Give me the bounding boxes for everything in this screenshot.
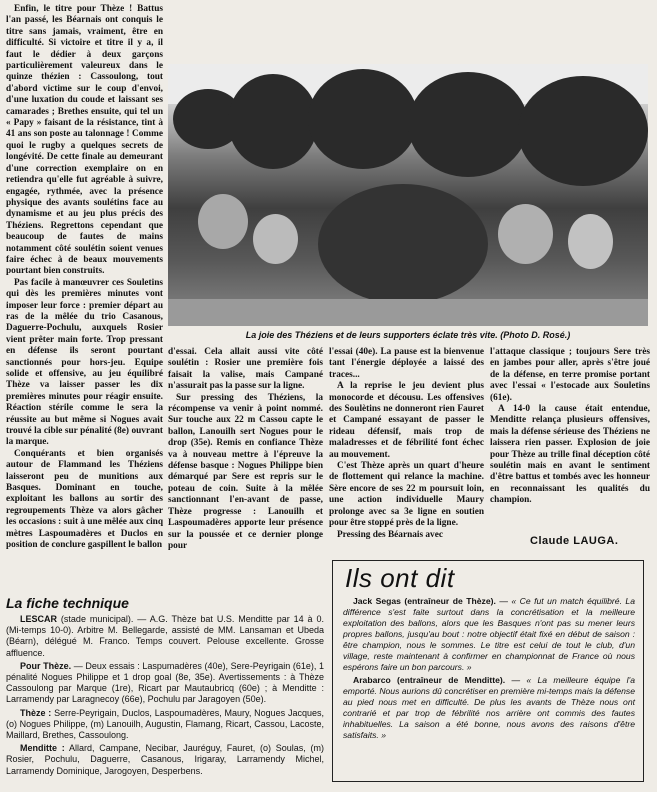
quotes-list — [343, 596, 635, 741]
article-paragraph: Enfin, le titre pour Thèze ! Battus l'an passé, les Béarnais ont conquis le titre sans jamais, vraiment, être en difficulté. Si victoire et titre il y a, il faut le dédier à deux garçons particulièrement valeureux dans le quinze thézien : Cassoulong, tout d'abord victime sur le coup d'envoi, d'une luxation du coude et laissant ses camarades ; Brethes ensuite, qui tel un « Papy » faisant de la résistance, tint à 41 ans son poste au talonnage ! Comme quoi le rugby a quelques secrets de longévité. De cette finale au demeurant d'une correction exemplaire on en retiendra qu'elle fut agréable à suivre, engagée, rythmée, avec la présence physique des avants soulétins face au dynamisme et au jeu plus précis des Théziens. Regrettons cependant que beaucoup de fautes de mains notamment côté soulétin soient venues faire échec à de beaux mouvements pourtant bien construits. — [6, 4, 163, 277]
article-column-left — [6, 4, 163, 552]
tech-entry-label: Thèze : — [20, 707, 52, 718]
article-paragraph: Sur pressing des Théziens, la récompense va venir à point nommé. Sur touche aux 22 m Cassou capte le ballon, Lanouilh sert Nogues pour le drop (35e). Remis en confiance Thèze va à nouveau mettre à l'épreuve la défense basque : Nogues Philippe bien démarqué par Sere est repris sur le poteau de coin. Suite à la mêlée sanctionnant l'en-avant de passe, Thèze progresse : Lanouilh et Laspoumadères apporte leur présence sur la poussée et ce dernier plonge pour — [168, 392, 323, 551]
quote-entry — [343, 596, 635, 673]
tech-sheet-title: La fiche technique — [6, 595, 129, 611]
tech-entry-label: Pour Thèze. — [20, 660, 72, 671]
photo-caption: La joie des Théziens et de leurs supporters éclate très vite. (Photo D. Rosé.) — [245, 330, 571, 340]
tech-entry-label: Menditte : — [20, 743, 65, 754]
article-paragraph: Conquérants et bien organisés autour de Flammand les Théziens laisseront peu de munitions aux Basques. Dominant en touche, exploitant les ballons au sortir des regroupements Thèze va alors gâcher les occasions : suit à une mêlée aux cinq mètres Laspoumadères et Duclos en position de conclure gaspillent le ballon — [6, 448, 164, 551]
article-column-mid-3 — [490, 347, 650, 507]
quotes-box-title: Ils ont dit — [345, 563, 455, 593]
tech-entry — [6, 743, 324, 777]
article-paragraph: A 14-0 la cause était entendue, Menditte relança plusieurs offensives, mais la défense sérieuse des Théziens ne laissera rien passer. Explosion de joie pour Thèze au trille final déception côté soulétin mais en avant le sentiment d'être battus et tombés avec les honneur en reconnaissant les qualités du champion. — [490, 404, 650, 506]
quote-speaker: Jack Segas (entraîneur de Thèze). — [353, 596, 496, 606]
article-paragraph: l'attaque classique ; toujours Sere très en jambes pour aller, après s'être joué de la défense, en terre promise portant avec l'essai « l'estocade aux Souletins (61e). — [490, 347, 650, 403]
tech-entry — [6, 614, 324, 659]
tech-entry-text: (stade municipal). — A.G. Thèze bat U.S. Menditte par 14 à 0. (Mi-temps 10-0). Arbitre M. Bellegarde, assisté de MM. Lansaman et Ubeda (Béarn), délégué M. Franco. Temps couvert. Pelouse excellente. Grosse affluence. — [6, 614, 324, 658]
article-paragraph: C'est Thèze après un quart d'heure de flottement qui relance la machine. Sère encore de ses 22 m poursuit loin, une action individuelle Maury prolonge avec sa 3e ligne en soutien pour être stoppé près de la ligne. — [329, 461, 484, 529]
tech-entry-text: — Deux essais : Laspumadères (40e), Sere-Peyrigain (61e), 1 pénalité Nogues Philippe et 1 drop goal (8e, 35e). Avertissements : à Thèze Cassoulong par Marque (1re), Ricart par Mautaubricq (60e) ; à Menditte : Larramendy par Laragnecoy (66e), Pochulu par Jaragoyen (50e). — [6, 660, 324, 705]
article-paragraph: l'essai (40e). La pause est la bienvenue tant l'énergie déployée a laissé des traces... — [329, 347, 484, 380]
article-column-mid-1 — [168, 347, 323, 552]
tech-entry-label: LESCAR — [20, 614, 58, 624]
quote-entry — [343, 675, 635, 741]
tech-entry-text: Serre-Peyrigain, Duclos, Laspoumadères, Maury, Nogues Jacques, (o) Nogues Philippe, (m) Lanouilh, Augustin, Flamang, Ricart, Cassou, Lacoste, Maillard, Brethes, Cassoulong. — [6, 707, 324, 741]
tech-entry-text: Allard, Campane, Necibar, Jauréguy, Fauret, (o) Soulas, (m) Rosier, Pochulu, Daguerre, Casanous, Irigaray, Larramendy Michel, Larramendy Dominique, Jarogoyen, Desperbens. — [6, 743, 325, 776]
tech-sheet — [6, 614, 324, 779]
team-celebration-photo — [168, 64, 648, 326]
tech-entry — [6, 708, 324, 742]
author-signature: Claude LAUGA. — [530, 535, 619, 547]
article-paragraph: Pas facile à manœuvrer ces Souletins qui dès les premières minutes vont imposer leur force : premier départ au ras de la mêlée du trio Casanous, Daguerre-Pochulu, auxquels Rosier vient prêter main forte. Trop pressant en défense ils seront pourtant sanctionnés pour hors-jeu. Equipe solide et offensive, au jeu équilibré Thèze va laisser passer les dix premières minutes pour réagir ensuite. Réaction stérile comme le sera la réussite au but même si Nogues avait trouvé la cible sur pénalité (8e) ouvrant la marque. — [6, 277, 163, 448]
quote-speaker: Arabarco (entraîneur de Menditte). — [353, 675, 506, 685]
quotes-box — [332, 560, 644, 782]
quote-text: — « Ce fut un match équilibré. La différence s'est faite surtout dans la concrétisation et la meilleure exploitation des ballons, alors que les Basques n'ont pas su mener leurs propres ballons, jusqu'au bout : notre objectif était fixé en début de saison : être champion, nous le sommes. Le titre est celui de tout le club, d'un village, reste maintenant à confirmer en championnat de France où nous espérons faire un bon parcours. » — [343, 596, 635, 672]
article-paragraph: A la reprise le jeu devient plus monocorde et décousu. Les offensives des Soulètins ne donneront rien Fauret et Campané essayant de passer le rideau défensif, mais trop de maladresses et de fébrilité font échec au mouvement. — [329, 381, 484, 460]
quote-text: — « La meilleure équipe l'a emporté. Nous aurions dû concrétiser en première mi-temps mais la défense au pied nous met en difficulté. De plus les avants de Thèze nous ont contrarié et par trop de fébrilité nos arrière ont commis des fautes inhabituelles. La saison a été bonne, nous avons des raisons d'être satisfaits. » — [343, 675, 635, 740]
article-paragraph: d'essai. Cela allait aussi vite côté soulétin : Rosier une première fois faisait la valise, mais Campané n'assurait pas la passe sur la ligne. — [168, 347, 323, 392]
tech-entry — [6, 661, 324, 706]
article-column-mid-2 — [329, 347, 484, 541]
article-paragraph: Pressing des Béarnais avec — [337, 529, 443, 540]
